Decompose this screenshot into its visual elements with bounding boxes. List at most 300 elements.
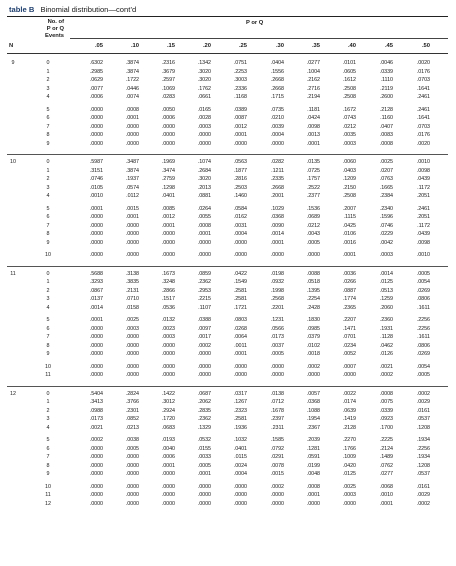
probability-cell: .0097 xyxy=(197,325,211,332)
probability-cell: .0075 xyxy=(379,399,393,405)
probability-cell: .0000 xyxy=(197,132,211,138)
probability-cell: .0002 xyxy=(197,342,211,349)
probability-cell: .0283 xyxy=(161,94,175,100)
probability-cell: .0000 xyxy=(270,492,284,498)
probability-cell: .0115 xyxy=(234,454,247,460)
probability-cell: .1998 xyxy=(270,287,284,294)
probability-cell: .0003 xyxy=(342,140,356,147)
probability-cell: .0002 xyxy=(270,483,284,490)
probability-cell: .0000 xyxy=(125,483,139,490)
probability-cell: .0806 xyxy=(416,296,430,302)
probability-cell: .0000 xyxy=(89,239,103,246)
probability-cell: .0000 xyxy=(197,492,211,498)
probability-cell: .0052 xyxy=(342,351,356,357)
probability-cell: .0000 xyxy=(125,372,139,378)
probability-cell: .2360 xyxy=(379,317,393,323)
probability-cell: .0000 xyxy=(342,500,356,507)
probability-cell: .0015 xyxy=(270,471,284,477)
probability-cell: .0985 xyxy=(306,325,320,332)
probability-cell: .0000 xyxy=(125,231,139,237)
probability-cell: .1329 xyxy=(197,424,211,431)
probability-cell: .0021 xyxy=(379,363,393,370)
event-count: 9 xyxy=(46,140,50,147)
p-header: .20 xyxy=(202,43,211,49)
probability-cell: .0010 xyxy=(416,252,430,258)
probability-cell: .0005 xyxy=(416,270,430,277)
probability-cell: .0005 xyxy=(306,239,320,246)
probability-cell: .0000 xyxy=(125,492,139,498)
event-count: 6 xyxy=(46,445,50,452)
probability-cell: .0025 xyxy=(379,159,393,165)
probability-cell: .2128 xyxy=(379,106,393,113)
probability-cell: .0420 xyxy=(342,462,356,469)
probability-cell: .0536 xyxy=(161,304,175,311)
probability-cell: .0269 xyxy=(416,287,430,294)
probability-cell: .0923 xyxy=(379,416,393,422)
probability-cell: .2668 xyxy=(270,184,284,191)
probability-cell: .0098 xyxy=(306,123,320,130)
probability-cell: .0137 xyxy=(89,296,103,302)
probability-cell: .3003 xyxy=(233,77,247,83)
event-count: 3 xyxy=(46,296,50,302)
probability-cell: .2503 xyxy=(233,184,247,191)
probability-cell: .2256 xyxy=(416,317,430,323)
probability-cell: .0015 xyxy=(125,205,139,212)
probability-cell: .2060 xyxy=(379,304,393,311)
n-value: 12 xyxy=(10,390,16,397)
probability-cell: .2256 xyxy=(416,325,430,332)
probability-cell: .0012 xyxy=(233,123,247,130)
event-count: 8 xyxy=(46,342,50,349)
probability-cell: .0025 xyxy=(125,317,139,323)
probability-cell: .2131 xyxy=(125,287,139,294)
probability-cell: .0859 xyxy=(197,270,211,277)
probability-cell: .0000 xyxy=(197,500,211,507)
probability-cell: .0701 xyxy=(342,334,356,340)
event-count: 4 xyxy=(46,304,50,311)
event-count: 0 xyxy=(46,159,50,165)
probability-cell: .0401 xyxy=(233,445,247,452)
probability-cell: .0266 xyxy=(342,279,356,285)
n-header: N xyxy=(9,43,14,49)
event-count: 1 xyxy=(46,279,50,285)
probability-cell: .0852 xyxy=(125,416,139,422)
probability-cell: .1536 xyxy=(306,205,320,212)
probability-cell: .0629 xyxy=(89,77,103,83)
probability-cell: .0083 xyxy=(379,132,393,138)
probability-cell: .3874 xyxy=(125,60,139,66)
probability-cell: .1611 xyxy=(417,334,430,340)
probability-cell: .0000 xyxy=(161,483,175,490)
probability-cell: .2215 xyxy=(197,296,211,302)
probability-cell: .1722 xyxy=(125,77,139,83)
events-header-line-3: Events xyxy=(44,33,64,39)
probability-cell: .0751 xyxy=(233,60,247,66)
event-count: 1 xyxy=(46,167,50,174)
probability-cell: .0125 xyxy=(342,471,356,477)
probability-cell: .0002 xyxy=(416,390,430,397)
probability-cell: .0029 xyxy=(416,399,430,405)
probability-cell: .0379 xyxy=(306,334,320,340)
probability-cell: .0054 xyxy=(416,279,430,285)
probability-cell: .0639 xyxy=(342,407,356,414)
event-count: 7 xyxy=(46,454,50,460)
event-count: 5 xyxy=(46,205,50,212)
probability-cell: .0881 xyxy=(197,193,211,199)
probability-cell: .0033 xyxy=(197,454,211,460)
probability-cell: .0002 xyxy=(89,437,103,443)
probability-cell: .2600 xyxy=(379,94,393,100)
probability-cell: .2201 xyxy=(270,304,284,311)
probability-cell: .0001 xyxy=(197,231,211,237)
event-count: 9 xyxy=(46,351,50,357)
probability-cell: .0000 xyxy=(233,500,247,507)
probability-cell: .0000 xyxy=(233,483,247,490)
event-count: 2 xyxy=(46,407,50,414)
probability-cell: .1231 xyxy=(270,317,284,323)
probability-cell: .1281 xyxy=(306,445,320,452)
probability-cell: .0001 xyxy=(125,115,139,121)
probability-cell: .1877 xyxy=(233,167,247,174)
probability-cell: .0282 xyxy=(270,159,284,165)
probability-cell: .1700 xyxy=(379,424,393,431)
probability-cell: .0000 xyxy=(125,471,139,477)
probability-cell: .0000 xyxy=(89,445,103,452)
probability-cell: .1032 xyxy=(233,437,247,443)
probability-cell: .1395 xyxy=(306,287,320,294)
probability-cell: .1004 xyxy=(306,68,320,75)
probability-cell: .0126 xyxy=(379,351,393,357)
probability-cell: .0003 xyxy=(161,334,175,340)
event-count: 3 xyxy=(46,416,50,422)
probability-cell: .2336 xyxy=(233,85,247,92)
event-count: 2 xyxy=(46,176,50,182)
probability-cell: .0000 xyxy=(161,363,175,370)
probability-cell: .0017 xyxy=(197,334,211,340)
probability-cell: .0605 xyxy=(342,68,356,75)
event-count: 9 xyxy=(46,239,50,246)
block-separator xyxy=(7,154,448,155)
probability-cell: .0000 xyxy=(161,231,175,237)
probability-cell: .0050 xyxy=(161,106,175,113)
event-count: 5 xyxy=(46,106,50,113)
probability-cell: .2225 xyxy=(379,437,393,443)
probability-cell: .0000 xyxy=(306,372,320,378)
event-count: 10 xyxy=(45,483,51,490)
probability-cell: .1172 xyxy=(417,222,430,229)
probability-cell: .0000 xyxy=(161,123,175,130)
probability-cell: .2340 xyxy=(379,205,393,212)
block-separator xyxy=(7,266,448,267)
probability-cell: .1069 xyxy=(161,85,175,92)
probability-cell: .3679 xyxy=(161,68,175,75)
probability-cell: .0021 xyxy=(89,424,103,431)
probability-cell: .0563 xyxy=(233,159,247,165)
probability-cell: .2461 xyxy=(416,106,430,113)
probability-cell: .0014 xyxy=(89,304,103,311)
table-label: table B xyxy=(9,5,35,14)
probability-cell: .0162 xyxy=(233,214,247,220)
probability-cell: .0068 xyxy=(379,483,393,490)
probability-cell: .1419 xyxy=(342,416,356,422)
probability-cell: .1931 xyxy=(379,325,393,332)
n-value: 10 xyxy=(10,159,16,165)
event-count: 11 xyxy=(45,372,51,378)
probability-cell: .0000 xyxy=(197,252,211,258)
probability-cell: .0000 xyxy=(89,334,103,340)
probability-cell: .1774 xyxy=(342,296,356,302)
probability-cell: .0683 xyxy=(161,424,175,431)
probability-cell: .0277 xyxy=(306,60,320,66)
probability-cell: .0532 xyxy=(197,437,211,443)
probability-cell: .0566 xyxy=(270,325,284,332)
probability-cell: .2253 xyxy=(233,68,247,75)
event-count: 12 xyxy=(45,500,51,507)
probability-cell: .2384 xyxy=(379,193,393,199)
probability-cell: .2668 xyxy=(270,77,284,83)
events-header-line-1: No. of xyxy=(47,19,64,25)
probability-cell: .0687 xyxy=(197,390,211,397)
probability-cell: .1641 xyxy=(416,115,430,121)
probability-cell: .0518 xyxy=(306,279,320,285)
probability-cell: .0000 xyxy=(89,132,103,138)
probability-cell: .0000 xyxy=(125,252,139,258)
probability-cell: .2119 xyxy=(380,85,393,92)
probability-cell: .2597 xyxy=(161,77,175,83)
probability-cell: .0008 xyxy=(197,222,211,229)
probability-cell: .0125 xyxy=(379,279,393,285)
probability-cell: .2062 xyxy=(197,399,211,405)
probability-cell: .0439 xyxy=(416,176,430,182)
probability-cell: .0339 xyxy=(379,407,393,414)
event-count: 0 xyxy=(46,270,50,277)
probability-cell: .2461 xyxy=(416,94,430,100)
probability-cell: .0229 xyxy=(379,231,393,237)
probability-cell: .0000 xyxy=(89,140,103,147)
event-count: 11 xyxy=(45,492,51,498)
probability-cell: .0135 xyxy=(306,159,320,165)
probability-cell: .1128 xyxy=(380,334,393,340)
probability-cell: .0173 xyxy=(270,334,284,340)
probability-cell: .1672 xyxy=(342,106,356,113)
probability-cell: .2124 xyxy=(379,445,393,452)
probability-cell: .2866 xyxy=(161,287,175,294)
probability-cell: .0112 xyxy=(126,193,139,199)
probability-cell: .0746 xyxy=(89,176,103,182)
probability-cell: .1715 xyxy=(270,94,284,100)
probability-cell: .0001 xyxy=(89,317,103,323)
event-count: 10 xyxy=(45,363,51,370)
probability-cell: .0401 xyxy=(161,193,175,199)
probability-cell: .0132 xyxy=(161,317,175,323)
probability-cell: .0000 xyxy=(89,462,103,469)
probability-cell: .2684 xyxy=(197,167,211,174)
event-count: 6 xyxy=(46,115,50,121)
probability-cell: .1172 xyxy=(417,184,430,191)
probability-cell: .0039 xyxy=(270,123,284,130)
probability-cell: .3874 xyxy=(125,167,139,174)
probability-cell: .0806 xyxy=(416,342,430,349)
table-top-rule xyxy=(7,16,448,17)
probability-cell: .3835 xyxy=(125,279,139,285)
p-header: .40 xyxy=(347,43,356,49)
probability-cell: .1107 xyxy=(198,304,211,311)
event-count: 8 xyxy=(46,132,50,138)
event-count: 3 xyxy=(46,85,50,92)
probability-cell: .0028 xyxy=(197,115,211,121)
probability-cell: .3020 xyxy=(197,68,211,75)
probability-cell: .0210 xyxy=(270,115,284,121)
probability-cell: .0003 xyxy=(125,325,139,332)
probability-cell: .0422 xyxy=(233,270,247,277)
probability-cell: .0000 xyxy=(270,140,284,147)
probability-cell: .0001 xyxy=(270,239,284,246)
probability-cell: .0000 xyxy=(233,140,247,147)
probability-cell: .2207 xyxy=(342,317,356,323)
probability-cell: .0165 xyxy=(197,106,211,113)
probability-cell: .2335 xyxy=(270,176,284,182)
event-count: 8 xyxy=(46,462,50,469)
probability-cell: .0000 xyxy=(89,325,103,332)
probability-cell: .0174 xyxy=(342,399,356,405)
probability-cell: .0000 xyxy=(197,483,211,490)
probability-cell: .3020 xyxy=(197,77,211,83)
probability-cell: .1115 xyxy=(343,214,356,220)
probability-cell: .2568 xyxy=(270,296,284,302)
probability-cell: .0105 xyxy=(89,184,103,191)
event-count: 7 xyxy=(46,222,50,229)
probability-cell: .0010 xyxy=(89,193,103,199)
probability-cell: .5987 xyxy=(89,159,103,165)
probability-cell: .2581 xyxy=(233,287,247,294)
probability-cell: .0207 xyxy=(379,167,393,174)
event-count: 5 xyxy=(46,317,50,323)
probability-cell: .3151 xyxy=(89,167,103,174)
probability-cell: .0000 xyxy=(270,500,284,507)
probability-cell: .0007 xyxy=(342,363,356,370)
probability-cell: .0000 xyxy=(161,342,175,349)
probability-cell: .2316 xyxy=(161,60,175,66)
probability-cell: .3474 xyxy=(161,167,175,174)
probability-cell: .0661 xyxy=(197,94,211,100)
probability-cell: .3874 xyxy=(125,68,139,75)
probability-cell: .5404 xyxy=(89,390,103,397)
probability-cell: .0005 xyxy=(270,351,284,357)
probability-cell: .2362 xyxy=(197,416,211,422)
probability-cell: .3248 xyxy=(161,279,175,285)
probability-cell: .2397 xyxy=(270,416,284,422)
probability-cell: .0008 xyxy=(306,483,320,490)
probability-cell: .1969 xyxy=(161,159,175,165)
probability-cell: .0029 xyxy=(416,492,430,498)
probability-cell: .0024 xyxy=(233,462,247,469)
probability-cell: .0005 xyxy=(416,372,430,378)
probability-cell: .0988 xyxy=(89,407,103,414)
probability-cell: .0088 xyxy=(306,270,320,277)
event-count: 2 xyxy=(46,77,50,83)
probability-cell: .0008 xyxy=(125,106,139,113)
probability-cell: .0003 xyxy=(197,123,211,130)
probability-cell: .0101 xyxy=(342,60,356,66)
probability-cell: .0014 xyxy=(270,231,284,237)
probability-cell: .1673 xyxy=(161,270,175,277)
probability-cell: .0439 xyxy=(416,231,430,237)
probability-cell: .0867 xyxy=(89,287,103,294)
probability-cell: .0000 xyxy=(125,334,139,340)
probability-cell: .1936 xyxy=(233,424,247,431)
p-header: .25 xyxy=(238,43,247,49)
probability-cell: .2256 xyxy=(416,445,430,452)
probability-cell: .0000 xyxy=(125,351,139,357)
probability-cell: .0025 xyxy=(342,483,356,490)
probability-cell: .0703 xyxy=(416,77,430,83)
probability-cell: .2039 xyxy=(306,437,320,443)
probability-cell: .0106 xyxy=(342,231,356,237)
probability-cell: .0000 xyxy=(161,500,175,507)
probability-cell: .0000 xyxy=(89,222,103,229)
probability-cell: .0000 xyxy=(125,140,139,147)
probability-cell: .0036 xyxy=(342,270,356,277)
probability-cell: .0077 xyxy=(89,85,103,92)
probability-cell: .0712 xyxy=(270,399,284,405)
probability-cell: .0198 xyxy=(270,270,284,277)
header-bottom-rule xyxy=(7,53,448,54)
probability-cell: .0012 xyxy=(161,214,175,220)
probability-cell: .2311 xyxy=(271,424,284,431)
probability-cell: .0013 xyxy=(306,132,320,138)
probability-cell: .0762 xyxy=(379,462,393,469)
n-value: 11 xyxy=(10,270,16,277)
event-count: 7 xyxy=(46,123,50,130)
probability-cell: .0035 xyxy=(342,132,356,138)
probability-cell: .0403 xyxy=(342,167,356,174)
probability-cell: .0000 xyxy=(270,252,284,258)
probability-cell: .0513 xyxy=(379,287,393,294)
probability-cell: .1934 xyxy=(416,437,430,443)
probability-cell: .1585 xyxy=(270,437,284,443)
probability-cell: .0746 xyxy=(379,222,393,229)
probability-cell: .0000 xyxy=(125,222,139,229)
probability-cell: .0031 xyxy=(233,222,247,229)
probability-cell: .0176 xyxy=(416,132,430,138)
probability-cell: .0264 xyxy=(197,205,211,212)
probability-cell: .1267 xyxy=(233,399,247,405)
probability-cell: .0010 xyxy=(416,159,430,165)
probability-cell: .3020 xyxy=(197,176,211,182)
probability-cell: .0763 xyxy=(379,176,393,182)
probability-cell: .0584 xyxy=(233,205,247,212)
probability-cell: .0792 xyxy=(270,445,284,452)
probability-cell: .0368 xyxy=(270,214,284,220)
probability-cell: .0001 xyxy=(233,132,247,138)
probability-cell: .2824 xyxy=(125,390,139,397)
probability-cell: .2508 xyxy=(342,94,356,100)
probability-cell: .5688 xyxy=(89,270,103,277)
probability-cell: .2835 xyxy=(197,407,211,414)
event-count: 10 xyxy=(45,252,51,258)
probability-cell: .0193 xyxy=(161,437,175,443)
n-value: 9 xyxy=(11,60,15,66)
probability-cell: .0735 xyxy=(270,106,284,113)
probability-cell: .0001 xyxy=(125,214,139,220)
probability-cell: .0085 xyxy=(161,205,175,212)
probability-cell: .0102 xyxy=(306,342,320,349)
probability-cell: .6302 xyxy=(89,60,103,66)
probability-cell: .2270 xyxy=(342,437,356,443)
probability-cell: .1757 xyxy=(306,176,320,182)
probability-cell: .0424 xyxy=(306,115,320,121)
probability-cell: .2162 xyxy=(306,77,320,83)
